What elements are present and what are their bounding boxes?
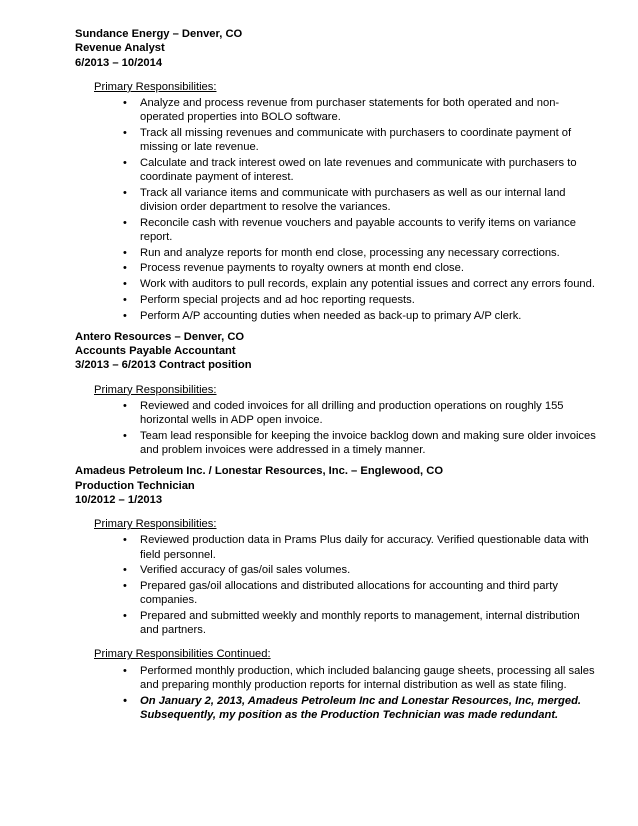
- job-title: Accounts Payable Accountant: [75, 345, 236, 358]
- job-dates: 3/2013 – 6/2013 Contract position: [75, 359, 252, 372]
- job-title: Revenue Analyst: [75, 42, 165, 55]
- list-item: • Perform special projects and ad hoc reporting requests.: [140, 293, 598, 307]
- list-item: • Reviewed and coded invoices for all drilling and production operations on roughly 155 horizontal wells in ADP open invoice.: [140, 399, 598, 427]
- job-entry-antero: [75, 330, 598, 458]
- responsibilities-section: [94, 383, 598, 458]
- merger-note-item: • On January 2, 2013, Amadeus Petroleum Inc and Lonestar Resources, Inc, merged. Subsequently, my position as the Production Technician was made redundant.: [140, 694, 598, 722]
- list-item: • Work with auditors to pull records, explain any potential issues and correct any errors found.: [140, 277, 598, 291]
- section-heading: Primary Responsibilities:: [94, 80, 217, 93]
- list-item: • Analyze and process revenue from purchaser statements for both operated and non-operated properties into BOLO software.: [140, 96, 598, 124]
- job-entry-sundance: [75, 27, 598, 323]
- list-item: • Track all missing revenues and communicate with purchasers to coordinate payment of missing or late revenue.: [140, 126, 598, 154]
- job-dates: 6/2013 – 10/2014: [75, 56, 163, 69]
- list-item: • Perform A/P accounting duties when needed as back-up to primary A/P clerk.: [140, 309, 598, 323]
- responsibilities-section: [94, 517, 598, 637]
- section-heading: Primary Responsibilities:: [94, 383, 217, 396]
- list-item: • Reviewed production data in Prams Plus daily for accuracy. Verified questionable data with field personnel.: [140, 533, 598, 561]
- job-entry-amadeus: [75, 464, 598, 722]
- responsibilities-section: [94, 80, 598, 323]
- list-item: • Run and analyze reports for month end close, processing any necessary corrections.: [140, 246, 598, 260]
- list-item: • Prepared and submitted weekly and monthly reports to management, internal distribution and partners.: [140, 609, 598, 637]
- list-item: • Calculate and track interest owed on late revenues and communicate with purchasers to coordinate payment of interest.: [140, 156, 598, 184]
- responsibility-list: [94, 533, 598, 637]
- list-item: • Team lead responsible for keeping the invoice backlog down and making sure older invoices and problem invoices were addressed in a timely manner.: [140, 429, 598, 457]
- company-name: Sundance Energy – Denver, CO: [75, 28, 243, 40]
- section-heading: Primary Responsibilities:: [94, 518, 217, 531]
- list-item: • Performed monthly production, which included balancing gauge sheets, processing all sales and preparing monthly production reports for internal distribution as well as state filing.: [140, 664, 598, 692]
- list-item: • Prepared gas/oil allocations and distributed allocations for accounting and third party companies.: [140, 579, 598, 607]
- job-dates: 10/2012 – 1/2013: [75, 493, 163, 506]
- company-name: Antero Resources – Denver, CO: [75, 330, 245, 343]
- list-item: • Reconcile cash with revenue vouchers and payable accounts to verify items on variance report.: [140, 216, 598, 244]
- responsibility-list: [94, 399, 598, 457]
- company-name: Amadeus Petroleum Inc. / Lonestar Resources, Inc. – Englewood, CO: [75, 465, 444, 478]
- responsibility-list: [94, 664, 598, 722]
- job-title: Production Technician: [75, 479, 195, 492]
- list-item: • Verified accuracy of gas/oil sales volumes.: [140, 563, 598, 577]
- list-item: • Track all variance items and communicate with purchasers as well as our internal land division order department to resolve the variances.: [140, 186, 598, 214]
- list-item: • Process revenue payments to royalty owners at month end close.: [140, 261, 598, 275]
- section-heading: Primary Responsibilities Continued:: [94, 648, 271, 661]
- responsibilities-continued-section: [94, 647, 598, 722]
- responsibility-list: [94, 96, 598, 323]
